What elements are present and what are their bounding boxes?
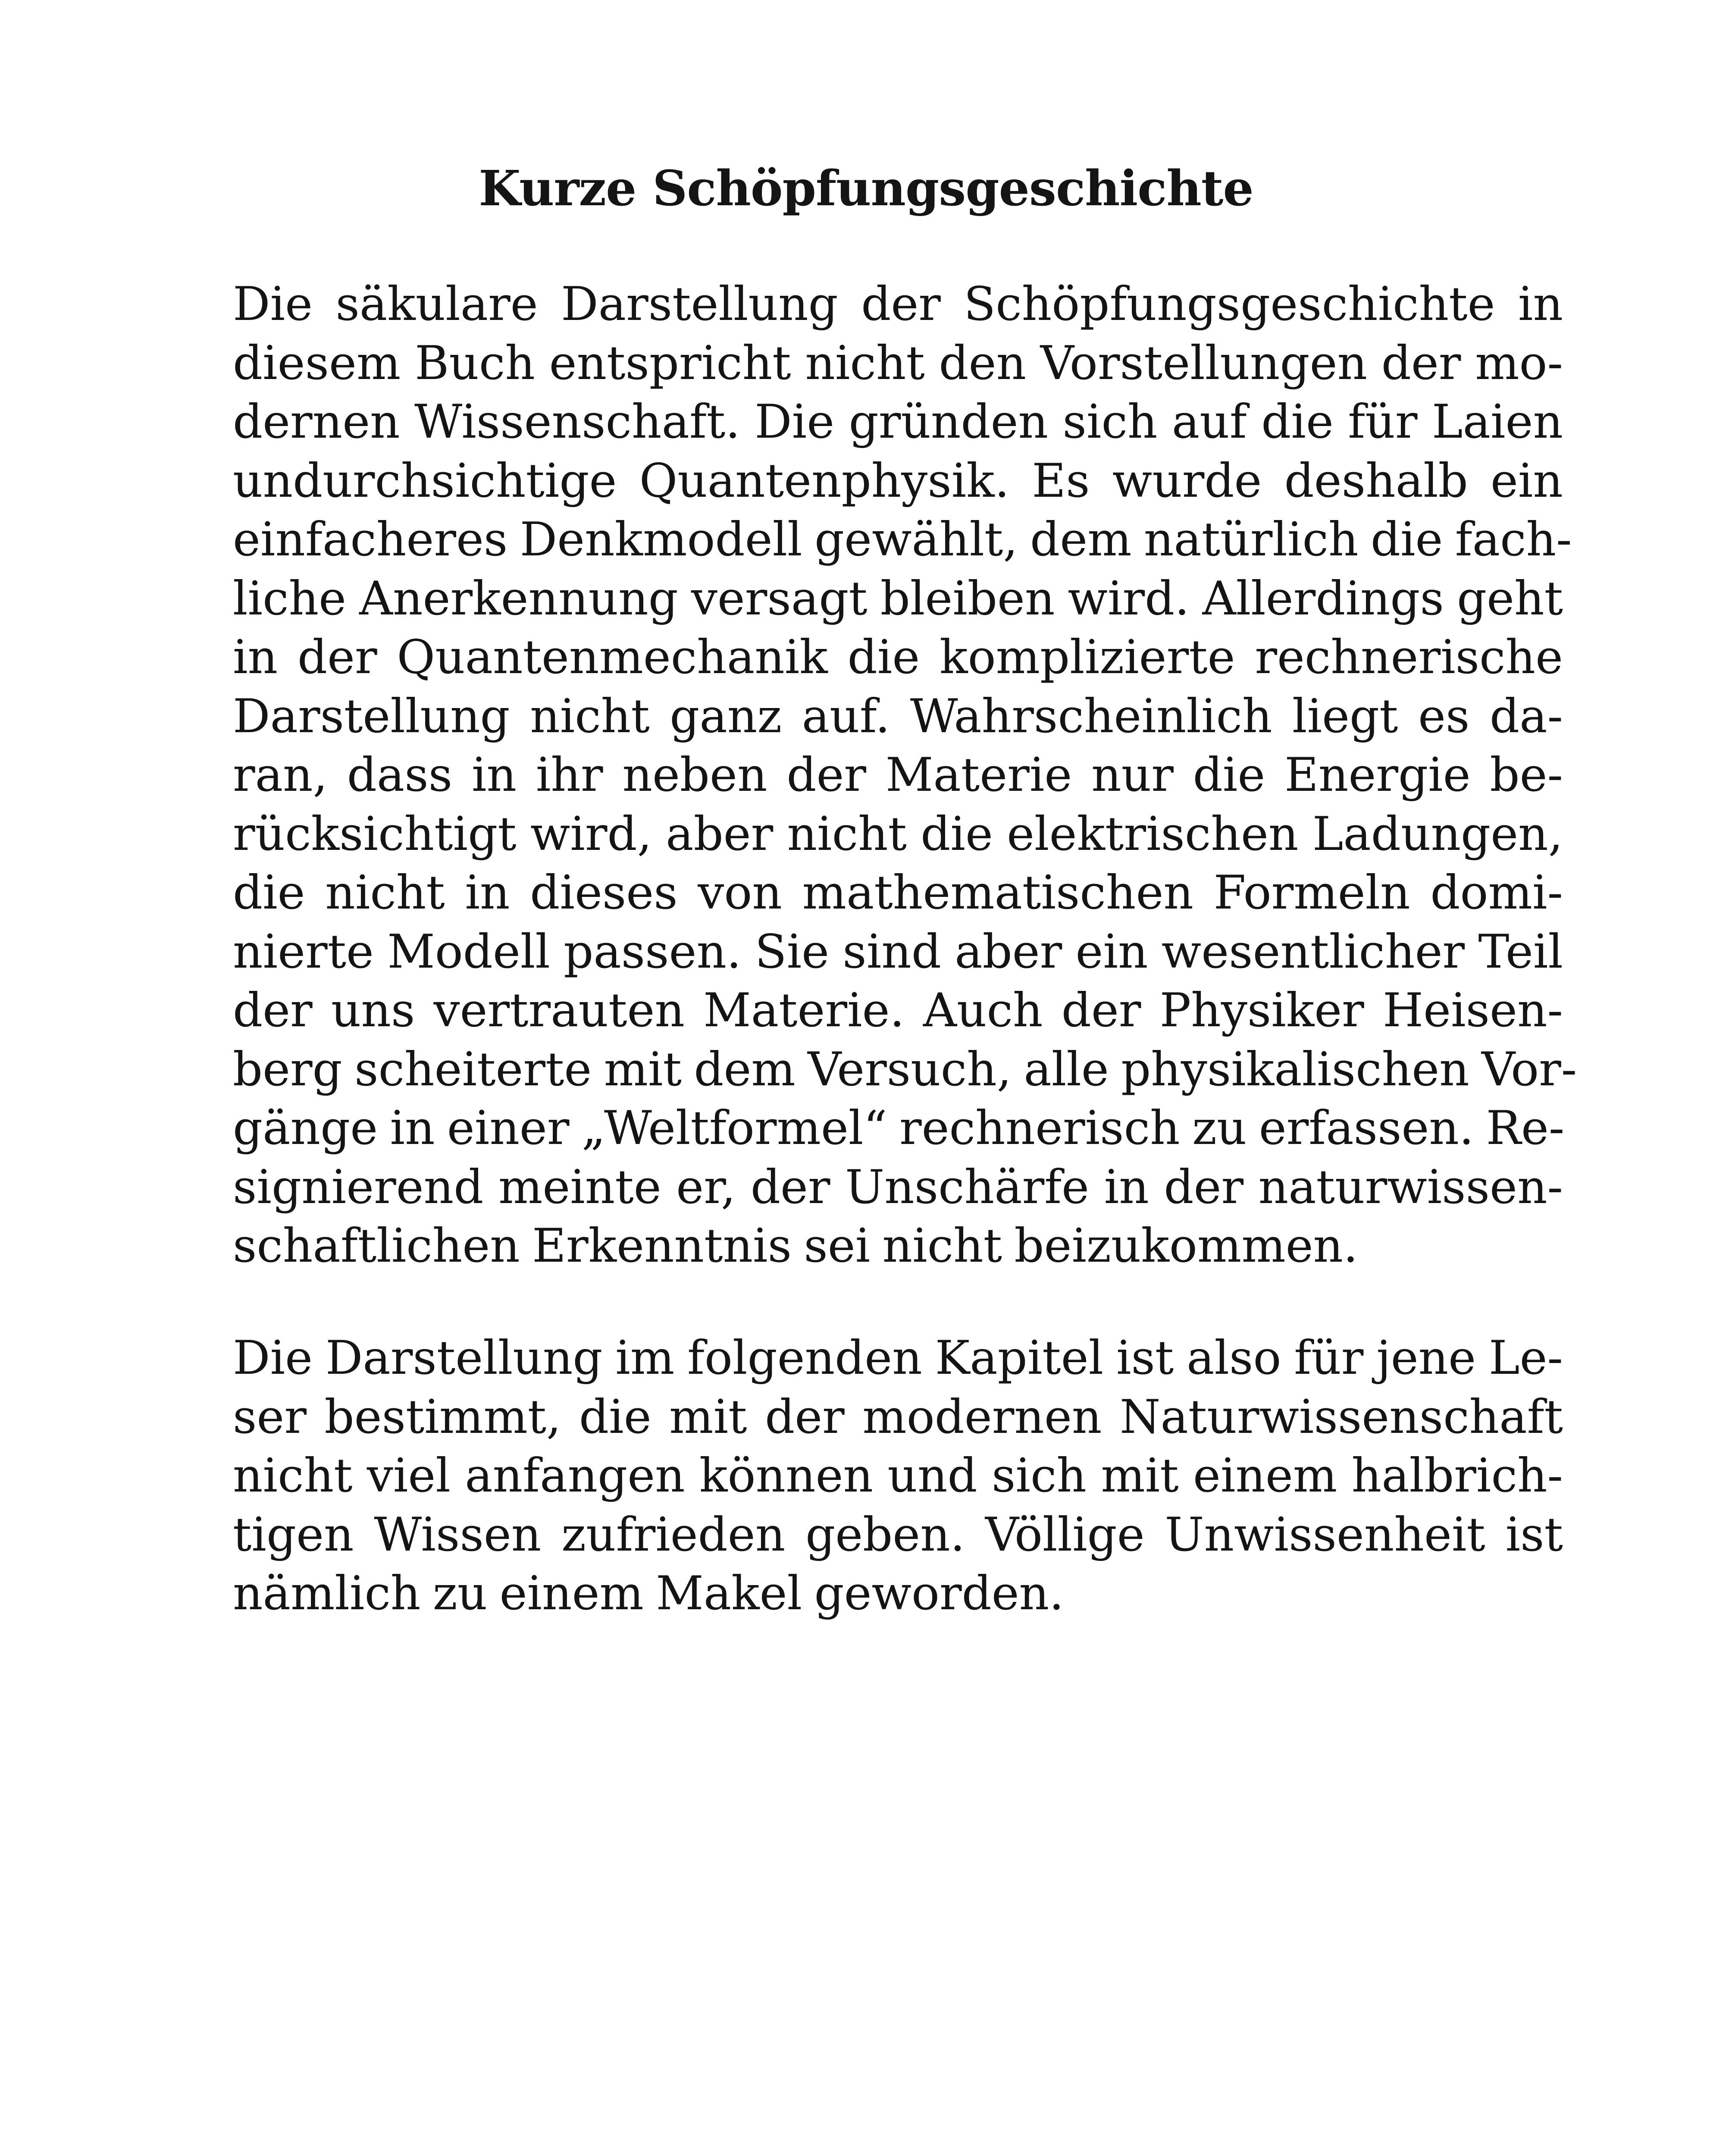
text-line: die nicht in dieses von mathematischen Formeln domi- bbox=[233, 866, 1563, 920]
page-title: Kurze Schöpfungsgeschichte bbox=[479, 160, 1253, 217]
text-line: nierte Modell passen. Sie sind aber ein wesentlicher Teil bbox=[233, 924, 1563, 979]
text-line: liche Anerkennung versagt bleiben wird. Allerdings geht bbox=[233, 571, 1563, 626]
paragraph-2 bbox=[233, 1329, 1563, 1623]
text-line: berg scheiterte mit dem Versuch, alle physikalischen Vor- bbox=[233, 1042, 1577, 1097]
text-line: dernen Wissenschaft. Die gründen sich auf die für Laien bbox=[233, 395, 1563, 449]
paragraph-1 bbox=[233, 275, 1577, 1276]
text-line: tigen Wissen zufrieden geben. Völlige Unwissenheit ist bbox=[233, 1507, 1563, 1562]
text-line: rücksichtigt wird, aber nicht die elektrischen Ladungen, bbox=[233, 807, 1563, 861]
text-line: ran, dass in ihr neben der Materie nur die Energie be- bbox=[233, 748, 1563, 802]
text-line: signierend meinte er, der Unschärfe in der naturwissen- bbox=[233, 1160, 1563, 1214]
text-line: nicht viel anfangen können und sich mit einem halbrich- bbox=[233, 1449, 1563, 1503]
text-line: in der Quantenmechanik die komplizierte rechnerische bbox=[233, 630, 1563, 684]
text-line: nämlich zu einem Makel geworden. bbox=[233, 1567, 1064, 1620]
text-line: Die Darstellung im folgenden Kapitel ist also für jene Le- bbox=[233, 1331, 1563, 1385]
text-line: einfacheres Denkmodell gewählt, dem natürlich die fach- bbox=[233, 513, 1572, 567]
text-line: diesem Buch entspricht nicht den Vorstellungen der mo- bbox=[233, 336, 1563, 390]
text-line: gänge in einer „Weltformel“ rechnerisch zu erfassen. Re- bbox=[233, 1101, 1565, 1155]
text-line: undurchsichtige Quantenphysik. Es wurde deshalb ein bbox=[233, 454, 1563, 508]
text-line: ser bestimmt, die mit der modernen Naturwissenschaft bbox=[233, 1390, 1563, 1444]
text-line: schaftlichen Erkenntnis sei nicht beizukommen. bbox=[233, 1219, 1358, 1273]
text-line: Darstellung nicht ganz auf. Wahrscheinlich liegt es da- bbox=[233, 689, 1563, 743]
text-line: Die säkulare Darstellung der Schöpfungsgeschichte in bbox=[233, 277, 1563, 331]
text-line: der uns vertrauten Materie. Auch der Physiker Heisen- bbox=[233, 984, 1563, 1037]
